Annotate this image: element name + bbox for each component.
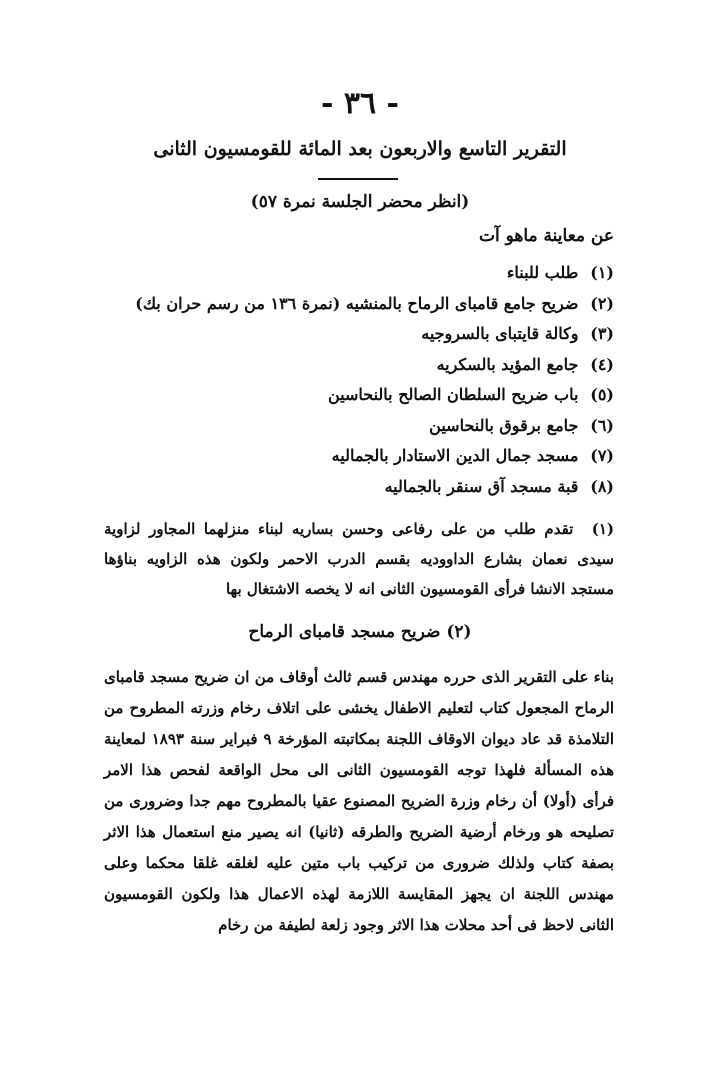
item-text: قبة مسجد آق سنقر بالجماليه [384,476,579,496]
item-text: جامع المؤيد بالسكريه [436,354,579,374]
item-number: (٤) [590,354,614,374]
list-item [94,289,614,320]
item-number: (٥) [590,385,614,404]
section-2-text: بناء على التقرير الذى حرره مهندس قسم ثالث أوقاف من ان ضريح مسجد قامباى الرماح المجعول كتاب لتعليم الاطفال يخشى على اتلاف رخام وزرته المطروح من التلامذة قد عاد ديوان الاوقاف اللجنة بمكاتبته المؤرخة ٩ فبراير سنة ١٨٩٣ لمعاينة هذه المسألة فلهذا توجه القومسيون الثانى الى محل الواقعة لفحص هذا الامر فرأى (أولا) أن رخام وزرة الضريح المصنوع عقيا بالمطروح مهم جدا وضرورى من تصليحه هو ورخام أرضية الضريح والطرقه (ثانيا) انه يصير منع استعمال هذا الاثر بصفة كتاب ولذلك ضرورى من تركيب باب متين عليه لغلقه غلقا محكما وعلى مهندس اللجنة ان يجهز المقايسة اللازمة لهذه الاعمال هذا ولكون القومسيون الثانى لاحظ فى أحد محلات هذا الاثر وجود زلعة لطيفة من رخام [104,668,614,934]
section-2-paragraph [104,662,614,941]
item-number: (٨) [590,476,614,496]
session-reference: (انظر محضر الجلسة نمرة ٥٧) [250,192,470,212]
item-number: (٦) [590,415,614,435]
list-item [94,380,614,411]
section-1-text: تقدم طلب من على رفاعى وحسن بساريه لبناء منزلهما المجاور لزاوية سيدى نعمان بشارع الداووديه بقسم الدرب الاحمر ولكون هذه الزاويه بناؤها مستجد الانشا فرأى القومسيون الثانى انه لا يخصه الاشتغال بها [104,520,614,598]
list-item [94,472,614,503]
item-text: وكالة قايتباى بالسروجيه [421,324,579,343]
item-text: جامع برقوق بالنحاسين [429,415,579,435]
page-number: - ٣٦ - [320,86,400,121]
section-1-paragraph [104,514,614,604]
section-1-number: (١) [591,520,614,538]
list-item [94,441,614,472]
item-text: مسجد جمال الدين الاستادار بالجماليه [331,446,579,465]
intro-line: عن معاينة ماهو آت [478,226,614,246]
item-number: (٧) [590,446,614,465]
title-divider [318,178,398,180]
item-number: (١) [590,263,614,282]
item-text: ضريح جامع قامباى الرماح بالمنشيه (نمرة ١٣٦ من رسم حران بك) [135,293,579,313]
section-2-heading: (٢) ضريح مسجد قامباى الرماح [248,622,472,642]
list-item [94,350,614,381]
list-item [94,319,614,350]
item-text: باب ضريح السلطان الصالح بالنحاسين [327,385,579,404]
item-text: طلب للبناء [506,263,579,282]
report-title: التقرير التاسع والاربعون بعد المائة للقومسيون الثانى [153,138,567,160]
item-number: (٣) [590,324,614,343]
items-list [94,258,614,502]
list-item [94,411,614,442]
item-number: (٢) [590,293,614,313]
list-item [94,258,614,289]
